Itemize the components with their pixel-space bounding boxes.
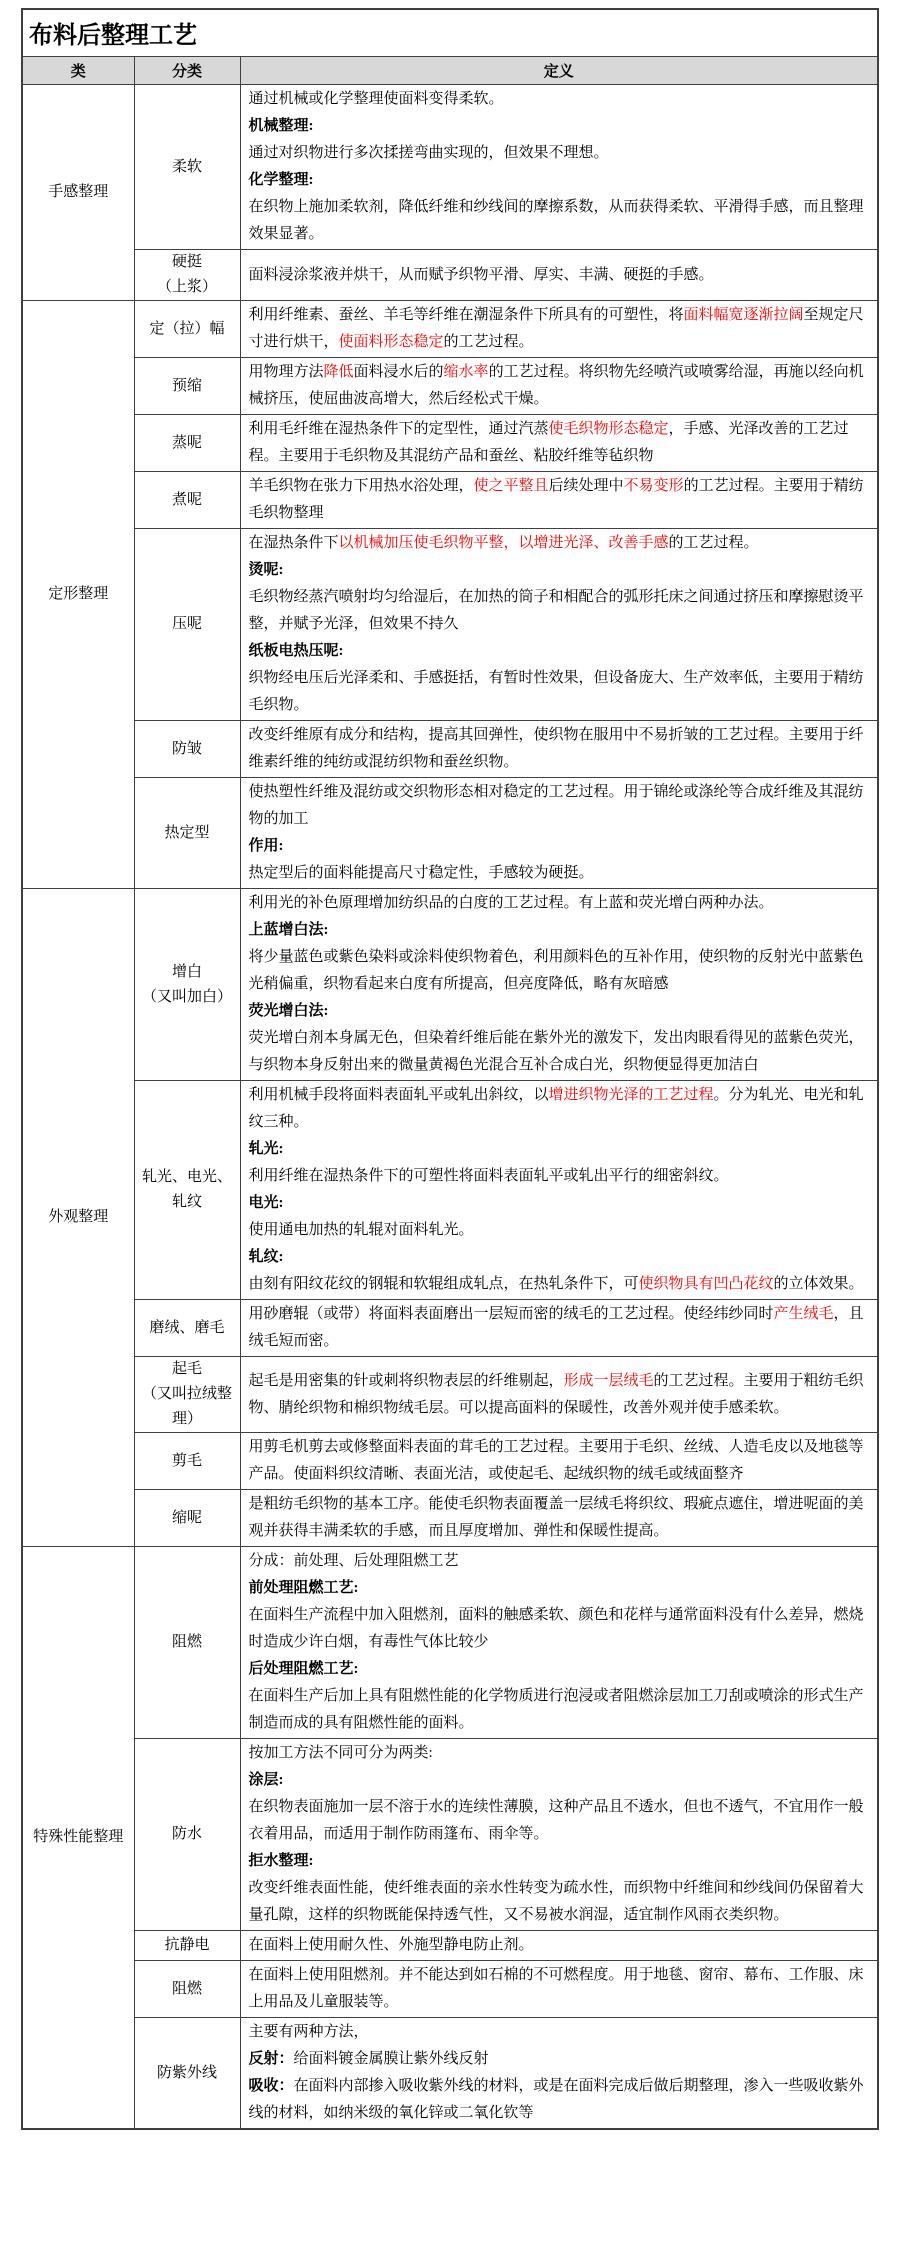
subcategory-cell: 柔软 [134, 85, 240, 250]
category-cell: 手感整理 [22, 85, 134, 301]
page-title: 布料后整理工艺 [22, 9, 878, 57]
table-row [22, 1357, 878, 1433]
definition-paragraph [249, 2046, 870, 2073]
table-row [22, 250, 878, 301]
definition-text: 在面料内部掺入吸收紫外线的材料，或是在面料完成后做后期整理，渗入一些吸收紫外线的材料，如纳米级的氧化锌或二氧化钦等 [248, 2078, 864, 2121]
definition-paragraph [249, 1848, 870, 1875]
highlighted-text: 增进织物光泽的工艺过程 [548, 1087, 714, 1103]
definition-paragraph [249, 1767, 870, 1794]
definition-cell [240, 1490, 878, 1547]
subcategory-cell: 压呢 [134, 529, 240, 721]
bold-subheading: 电光: [248, 1195, 284, 1211]
definition-text: 利用机械手段将面料表面轧平或轧出斜纹，以 [248, 1087, 549, 1103]
definition-paragraph [249, 416, 870, 470]
definition-text: 利用纤维在湿热条件下的可塑性将面料表面轧平或轧出平行的细密斜纹。 [248, 1168, 729, 1184]
definition-cell [240, 250, 878, 301]
definition-text: 的工艺过程。主要用于粗纺毛织物、腈纶织物和棉织物绒毛层。可以提高面料的保暖性，改善外观并使手感柔软。 [248, 1372, 864, 1416]
bold-subheading: 前处理阻燃工艺: [248, 1580, 359, 1596]
definition-text: 利用毛纤维在湿热条件下的定型性，通过汽蒸 [248, 421, 549, 437]
bold-subheading: 上蓝增白法: [248, 922, 329, 938]
definition-text: 按加工方法不同可分为两类: [248, 1745, 433, 1761]
column-header-2: 分类 [134, 57, 240, 85]
definition-cell [240, 1739, 878, 1931]
definition-paragraph [249, 2073, 870, 2127]
subcategory-cell: 蒸呢 [134, 415, 240, 472]
table-row [22, 889, 878, 1081]
category-cell: 定形整理 [22, 301, 134, 889]
subcategory-cell: 防紫外线 [134, 2018, 240, 2130]
definition-text: 用砂磨辊（或带）将面料表面磨出一层短而密的绒毛的工艺过程。使经纬纱同时 [248, 1306, 774, 1322]
table-row [22, 778, 878, 889]
definition-cell [240, 1357, 878, 1433]
definition-text: 后续处理中 [548, 478, 624, 494]
definition-cell [240, 2018, 878, 2130]
definition-paragraph [249, 2019, 870, 2046]
definition-text: 的工艺过程。 [443, 334, 534, 350]
definition-cell [240, 1961, 878, 2018]
definition-text: 利用光的补色原理增加纺织品的白度的工艺过程。有上蓝和荧光增白两种办法。 [248, 895, 774, 911]
definition-paragraph [249, 557, 870, 584]
definition-text: 在面料生产后加上具有阻燃性能的化学物质进行泡浸或者阻燃涂层加工刀刮或喷涂的形式生产制造而成的具有阻燃性能的面料。 [248, 1688, 864, 1731]
highlighted-text: 降低 [323, 364, 354, 380]
definition-text: 面料浸水后的 [353, 364, 444, 380]
subcategory-cell: 阻燃 [134, 1547, 240, 1739]
definition-paragraph [249, 86, 870, 113]
subcategory-cell: 定（拉）幅 [134, 301, 240, 358]
table-row [22, 1081, 878, 1300]
definition-text: 羊毛织物在张力下用热水浴处理， [248, 478, 474, 494]
definition-text: 是粗纺毛织物的基本工序。能使毛织物表面覆盖一层绒毛将织纹、瑕疵点遮住，增进呢面的美观并获得丰满柔软的手感，而且厚度增加、弹性和保暖性提高。 [248, 1496, 864, 1539]
definition-paragraph [249, 944, 870, 998]
definition-paragraph [249, 998, 870, 1025]
definition-paragraph [249, 1217, 870, 1244]
definition-text: 的工艺过程。主要用于精纺毛织物整理 [248, 478, 864, 521]
table-row [22, 1490, 878, 1547]
definition-cell [240, 1300, 878, 1357]
definition-cell [240, 415, 878, 472]
definition-paragraph [249, 1244, 870, 1271]
definition-cell [240, 85, 878, 250]
highlighted-text: 缩水率 [443, 364, 489, 380]
definition-paragraph [249, 1136, 870, 1163]
definition-paragraph [249, 113, 870, 140]
subcategory-cell: 预缩 [134, 358, 240, 415]
definition-text: 使热塑性纤维及混纺或交织物形态相对稳定的工艺过程。用于锦纶或涤纶等合成纤维及其混纺物的加工 [248, 784, 864, 827]
table-row [22, 721, 878, 778]
definition-paragraph [249, 302, 870, 356]
highlighted-text: 产生绒毛 [773, 1306, 834, 1322]
definition-cell [240, 358, 878, 415]
highlighted-text: 面料幅宽逐渐拉阔 [683, 307, 804, 323]
definition-paragraph [249, 890, 870, 917]
definition-paragraph [249, 1025, 870, 1079]
definition-paragraph [249, 262, 870, 289]
column-header-1: 类 [22, 57, 134, 85]
subcategory-cell: 起毛 （又叫拉绒整理） [134, 1357, 240, 1433]
definition-cell [240, 301, 878, 358]
definition-cell [240, 1081, 878, 1300]
definition-text: 热定型后的面料能提高尺寸稳定性，手感较为硬挺。 [248, 865, 594, 881]
bold-subheading: 后处理阻燃工艺: [248, 1661, 359, 1677]
subcategory-cell: 轧光、电光、轧纹 [134, 1081, 240, 1300]
definition-cell [240, 721, 878, 778]
definition-text: 的立体效果。 [773, 1276, 864, 1292]
subcategory-cell: 增白 （又叫加白） [134, 889, 240, 1081]
bold-subheading: 作用: [248, 838, 284, 854]
highlighted-text: 不易变形 [623, 478, 684, 494]
highlighted-text: 使之平整且 [473, 478, 549, 494]
definition-paragraph [249, 1875, 870, 1929]
definition-text: 通过机械或化学整理使面料变得柔软。 [248, 91, 504, 107]
definition-text: 使用通电加热的轧辊对面料轧光。 [248, 1222, 474, 1238]
subcategory-cell: 煮呢 [134, 472, 240, 529]
definition-text: 荧光增白剂本身属无色，但染着纤维后能在紫外光的激发下，发出肉眼看得见的蓝紫色荧光，与织物本身反射出来的微量黄褐色光混合互补合成白光，织物便显得更加洁白 [248, 1030, 864, 1073]
table-body [22, 9, 878, 2129]
bold-subheading: 轧光: [248, 1141, 284, 1157]
table-row [22, 529, 878, 721]
table-row [22, 85, 878, 250]
definition-cell [240, 472, 878, 529]
table-row [22, 301, 878, 358]
definition-text: 给面料镀金属膜让紫外线反射 [293, 2051, 489, 2067]
bold-subheading: 机械整理: [248, 118, 314, 134]
definition-cell [240, 889, 878, 1081]
definition-text: 利用纤维素、蚕丝、羊毛等纤维在潮湿条件下所具有的可塑性，将 [248, 307, 684, 323]
definition-paragraph [249, 1301, 870, 1355]
definition-text: 面料浸涂浆液并烘干，从而赋予织物平滑、厚实、丰满、硬挺的手感。 [248, 266, 714, 283]
highlighted-text: 以机械加压使毛织物平整，以增进光泽、改善手感 [338, 535, 669, 551]
bold-subheading: 拒水整理: [248, 1853, 314, 1869]
definition-text: 的工艺过程。 [668, 535, 759, 551]
subcategory-cell: 磨绒、磨毛 [134, 1300, 240, 1357]
table-row [22, 1961, 878, 2018]
definition-paragraph [249, 1271, 870, 1298]
subcategory-cell: 剪毛 [134, 1433, 240, 1490]
definition-cell [240, 529, 878, 721]
definition-text: 改变纤维表面性能，使纤维表面的亲水性转变为疏水性，而织物中纤维间和纱线间仍保留着大量孔隙，这样的织物既能保持透气性，又不易被水润湿，适宜制作风雨衣类织物。 [248, 1880, 864, 1923]
definition-paragraph [249, 1190, 870, 1217]
category-cell: 特殊性能整理 [22, 1547, 134, 2130]
bold-subheading: 烫呢: [248, 562, 284, 578]
definition-paragraph [249, 1368, 870, 1422]
definition-text: 用物理方法 [248, 364, 324, 380]
subcategory-cell: 阻燃 [134, 1961, 240, 2018]
definition-paragraph [249, 665, 870, 719]
table-row [22, 1300, 878, 1357]
definition-paragraph [249, 530, 870, 557]
bold-subheading: 轧纹: [248, 1249, 284, 1265]
bold-subheading: 荧光增白法: [248, 1003, 329, 1019]
bold-subheading: 纸板电热压呢: [248, 643, 344, 659]
definition-paragraph [249, 1491, 870, 1545]
table-row [22, 472, 878, 529]
definition-text: 起毛是用密集的针或刺将织物表层的纤维剔起， [248, 1372, 564, 1389]
bold-subheading: 化学整理: [248, 172, 314, 188]
definition-text: 改变纤维原有成分和结构，提高其回弹性，使织物在服用中不易折皱的工艺过程。主要用于纤维素纤维的纯纺或混纺织物和蚕丝织物。 [248, 727, 864, 770]
definition-text: 主要有两种方法， [248, 2024, 369, 2040]
definition-text: 在织物表面施加一层不溶于水的连续性薄膜，这种产品且不透水，但也不透气，不宜用作一般衣着用品，而适用于制作防雨篷布、雨伞等。 [248, 1799, 864, 1842]
subcategory-cell: 缩呢 [134, 1490, 240, 1547]
table-row [22, 1547, 878, 1739]
subcategory-cell: 抗静电 [134, 1931, 240, 1961]
table-row [22, 358, 878, 415]
table-row [22, 2018, 878, 2130]
definition-text: 的工艺过程。将织物先经喷汽或喷雾给湿，再施以经向机械挤压，使屈曲波高增大，然后经松式干燥。 [248, 364, 864, 407]
definition-paragraph [249, 779, 870, 833]
definition-text: 在面料上使用阻燃剂。并不能达到如石棉的不可燃程度。用于地毯、窗帘、幕布、工作服、床上用品及儿童服装等。 [248, 1967, 864, 2010]
highlighted-text: 使织物具有凹凸花纹 [638, 1276, 774, 1292]
category-cell: 外观整理 [22, 889, 134, 1547]
definition-text: 至规定尺寸进行烘干， [248, 307, 864, 350]
definition-paragraph [249, 1656, 870, 1683]
definition-paragraph [249, 1082, 870, 1136]
definition-paragraph [249, 1794, 870, 1848]
definition-paragraph [249, 1602, 870, 1656]
subcategory-cell: 防皱 [134, 721, 240, 778]
subcategory-cell: 防水 [134, 1739, 240, 1931]
title-row [22, 9, 878, 57]
definition-paragraph [249, 833, 870, 860]
definition-text: 用剪毛机剪去或修整面料表面的茸毛的工艺过程。主要用于毛织、丝绒、人造毛皮以及地毯等产品。使面料织纹清晰、表面光洁，或使起毛、起绒织物的绒毛或绒面整齐 [248, 1439, 864, 1482]
definition-paragraph [249, 140, 870, 167]
definition-paragraph [249, 1962, 870, 2016]
table-row [22, 1739, 878, 1931]
definition-text: 分成：前处理、后处理阻燃工艺 [248, 1553, 459, 1569]
definition-text: 在面料上使用耐久性、外施型静电防止剂。 [248, 1937, 534, 1953]
definition-paragraph [249, 1575, 870, 1602]
bold-subheading: 反射： [248, 2051, 294, 2067]
bold-subheading: 涂层: [248, 1772, 284, 1788]
definition-paragraph [249, 1932, 870, 1959]
definition-paragraph [249, 722, 870, 776]
definition-paragraph [249, 194, 870, 248]
subcategory-cell: 热定型 [134, 778, 240, 889]
definition-paragraph [249, 1434, 870, 1488]
table-row [22, 415, 878, 472]
bold-subheading: 吸收： [248, 2078, 294, 2094]
column-header-3: 定义 [240, 57, 878, 85]
definition-cell [240, 778, 878, 889]
definition-text: 在织物上施加柔软剂，降低纤维和纱线间的摩擦系数，从而获得柔软、平滑得手感，而且整理效果显著。 [248, 199, 864, 242]
definition-text: 将少量蓝色或紫色染料或涂料使织物着色，利用颜料色的互补作用，使织物的反射光中蓝紫色光稍偏重，织物看起来白度有所提高，但亮度降低，略有灰暗感 [248, 949, 864, 992]
table-row [22, 1433, 878, 1490]
fabric-finishing-table [21, 8, 879, 2130]
definition-paragraph [249, 473, 870, 527]
definition-text: ，且绒毛短而密。 [248, 1306, 864, 1349]
highlighted-text: 使毛织物形态稳定 [548, 421, 669, 437]
definition-paragraph [249, 638, 870, 665]
definition-text: 毛织物经蒸汽喷射均匀给湿后，在加热的筒子和相配合的弧形托床之间通过挤压和摩擦慰烫平整，并赋予光泽，但效果不持久 [248, 589, 864, 632]
highlighted-text: 形成一层绒毛 [563, 1372, 654, 1389]
definition-text: 。分为轧光、电光和轧纹三种。 [248, 1087, 864, 1130]
definition-paragraph [249, 1163, 870, 1190]
definition-paragraph [249, 917, 870, 944]
definition-paragraph [249, 1740, 870, 1767]
definition-cell [240, 1547, 878, 1739]
definition-text: 在面料生产流程中加入阻燃剂，面料的触感柔软、颜色和花样与通常面料没有什么差异，燃烧时造成少许白烟，有毒性气体比较少 [248, 1607, 864, 1650]
definition-paragraph [249, 167, 870, 194]
header-row [22, 57, 878, 85]
subcategory-cell: 硬挺 （上浆） [134, 250, 240, 301]
definition-cell [240, 1433, 878, 1490]
definition-text: 由刻有阳纹花纹的钢辊和软辊组成轧点，在热轧条件下，可 [248, 1276, 639, 1292]
definition-text: 在湿热条件下 [248, 535, 339, 551]
table-row [22, 1931, 878, 1961]
definition-text: ，手感、光泽改善的工艺过程。主要用于毛织物及其混纺产品和蚕丝、粘胶纤维等毡织物 [248, 421, 849, 464]
highlighted-text: 使面料形态稳定 [338, 334, 444, 350]
definition-paragraph [249, 359, 870, 413]
definition-cell [240, 1931, 878, 1961]
definition-paragraph [249, 860, 870, 887]
definition-text: 通过对织物进行多次揉搓弯曲实现的，但效果不理想。 [248, 145, 609, 161]
definition-paragraph [249, 1548, 870, 1575]
definition-paragraph [249, 584, 870, 638]
definition-text: 织物经电压后光泽柔和、手感挺括，有暂时性效果，但设备庞大、生产效率低，主要用于精纺毛织物。 [248, 670, 864, 713]
definition-paragraph [249, 1683, 870, 1737]
